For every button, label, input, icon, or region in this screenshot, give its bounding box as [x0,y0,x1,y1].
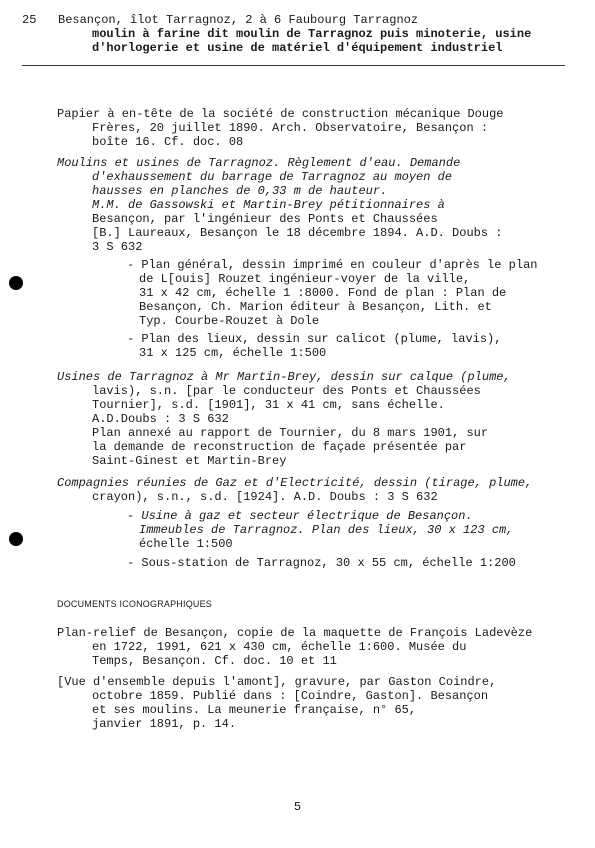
entry-4-sub-1-line-3: échelle 1:500 [139,537,233,551]
entry-3-line-6: la demande de reconstruction de façade présentée par [92,440,467,454]
entry-4-sub-2-line-1: - Sous-station de Tarragnoz, 30 x 55 cm, échelle 1:200 [127,556,516,570]
entry-3-line-5: Plan annexé au rapport de Tournier, du 8 mars 1901, sur [92,426,489,440]
entry-2-sub-1-line-2: de L[ouis] Rouzet ingénieur-voyer de la ville, [139,272,471,286]
header-subtitle-line2: d'horlogerie et usine de matériel d'équipement industriel [92,41,503,55]
section-title: DOCUMENTS ICONOGRAPHIQUES [57,599,213,609]
icono-2-line-2: octobre 1859. Publié dans : [Coindre, Gaston]. Besançon [92,689,489,703]
entry-2-line-5: Besançon, par l'ingénieur des Ponts et Chaussées [92,212,438,226]
entry-2-line-3: hausses en planches de 0,33 m de hauteur. [92,184,388,198]
entry-2-line-7: 3 S 632 [92,240,143,254]
entry-3-line-3: Tournier], s.d. [1901], 31 x 41 cm, sans échelle. [92,398,445,412]
entry-2-sub-2-line-1: - Plan des lieux, dessin sur calicot (plume, lavis), [127,332,502,346]
entry-2-sub-1-line-4: Besançon, Ch. Marion éditeur à Besançon, Lith. et [139,300,492,314]
entry-4-line-2: crayon), s.n., s.d. [1924]. A.D. Doubs : 3 S 632 [92,490,438,504]
entry-2-sub-2-line-2: 31 x 125 cm, échelle 1:500 [139,346,327,360]
entry-2-line-4: M.M. de Gassowski et Martin-Brey pétitionnaires à [92,198,445,212]
entry-4-sub-1-line-2: Immeubles de Tarragnoz. Plan des lieux, 30 x 123 cm, [139,523,514,537]
entry-3-line-1: Usines de Tarragnoz à Mr Martin-Brey, dessin sur calque (plume, [57,370,511,384]
icono-1-line-2: en 1722, 1991, 621 x 430 cm, échelle 1:600. Musée du [92,640,467,654]
icono-2-line-3: et ses moulins. La meunerie française, n° 65, [92,703,417,717]
entry-2-line-2: d'exhaussement du barrage de Tarragnoz au moyen de [92,170,453,184]
entry-3-line-4: A.D.Doubs : 3 S 632 [92,412,229,426]
entry-2-line-6: [B.] Laureaux, Besançon le 18 décembre 1894. A.D. Doubs : [92,226,503,240]
entry-3-line-7: Saint-Ginest et Martin-Brey [92,454,287,468]
header-subtitle-line1: moulin à farine dit moulin de Tarragnoz puis minoterie, usine [92,27,532,41]
icono-2-line-1: [Vue d'ensemble depuis l'amont], gravure, par Gaston Coindre, [57,675,497,689]
header-rule [22,65,565,66]
entry-3-line-2: lavis), s.n. [par le conducteur des Ponts et Chaussées [92,384,481,398]
icono-1-line-3: Temps, Besançon. Cf. doc. 10 et 11 [92,654,337,668]
entry-2-line-1: Moulins et usines de Tarragnoz. Règlement d'eau. Demande [57,156,461,170]
header-number: 25 [22,13,37,27]
icono-1-line-1: Plan-relief de Besançon, copie de la maquette de François Ladevèze [57,626,533,640]
entry-4-sub-1-line-1: - Usine à gaz et secteur électrique de Besançon. [127,509,473,523]
entry-2-sub-1-line-1: - Plan général, dessin imprimé en couleur d'après le plan [127,258,538,272]
entry-1-line-3: boîte 16. Cf. doc. 08 [92,135,244,149]
page-number: 5 [293,800,302,814]
entry-4-line-1: Compagnies réunies de Gaz et d'Electricité, dessin (tirage, plume, [57,476,533,490]
entry-1-line-2: Frères, 20 juillet 1890. Arch. Observatoire, Besançon : [92,121,489,135]
punch-hole-bottom [9,532,23,546]
entry-1-line-1: Papier à en-tête de la société de construction mécanique Douge [57,107,504,121]
icono-2-line-4: janvier 1891, p. 14. [92,717,237,731]
punch-hole-top [9,276,23,290]
header-title: Besançon, îlot Tarragnoz, 2 à 6 Faubourg Tarragnoz [58,13,419,27]
entry-2-sub-1-line-5: Typ. Courbe-Rouzet à Dole [139,314,320,328]
entry-2-sub-1-line-3: 31 x 42 cm, échelle 1 :8000. Fond de plan : Plan de [139,286,507,300]
